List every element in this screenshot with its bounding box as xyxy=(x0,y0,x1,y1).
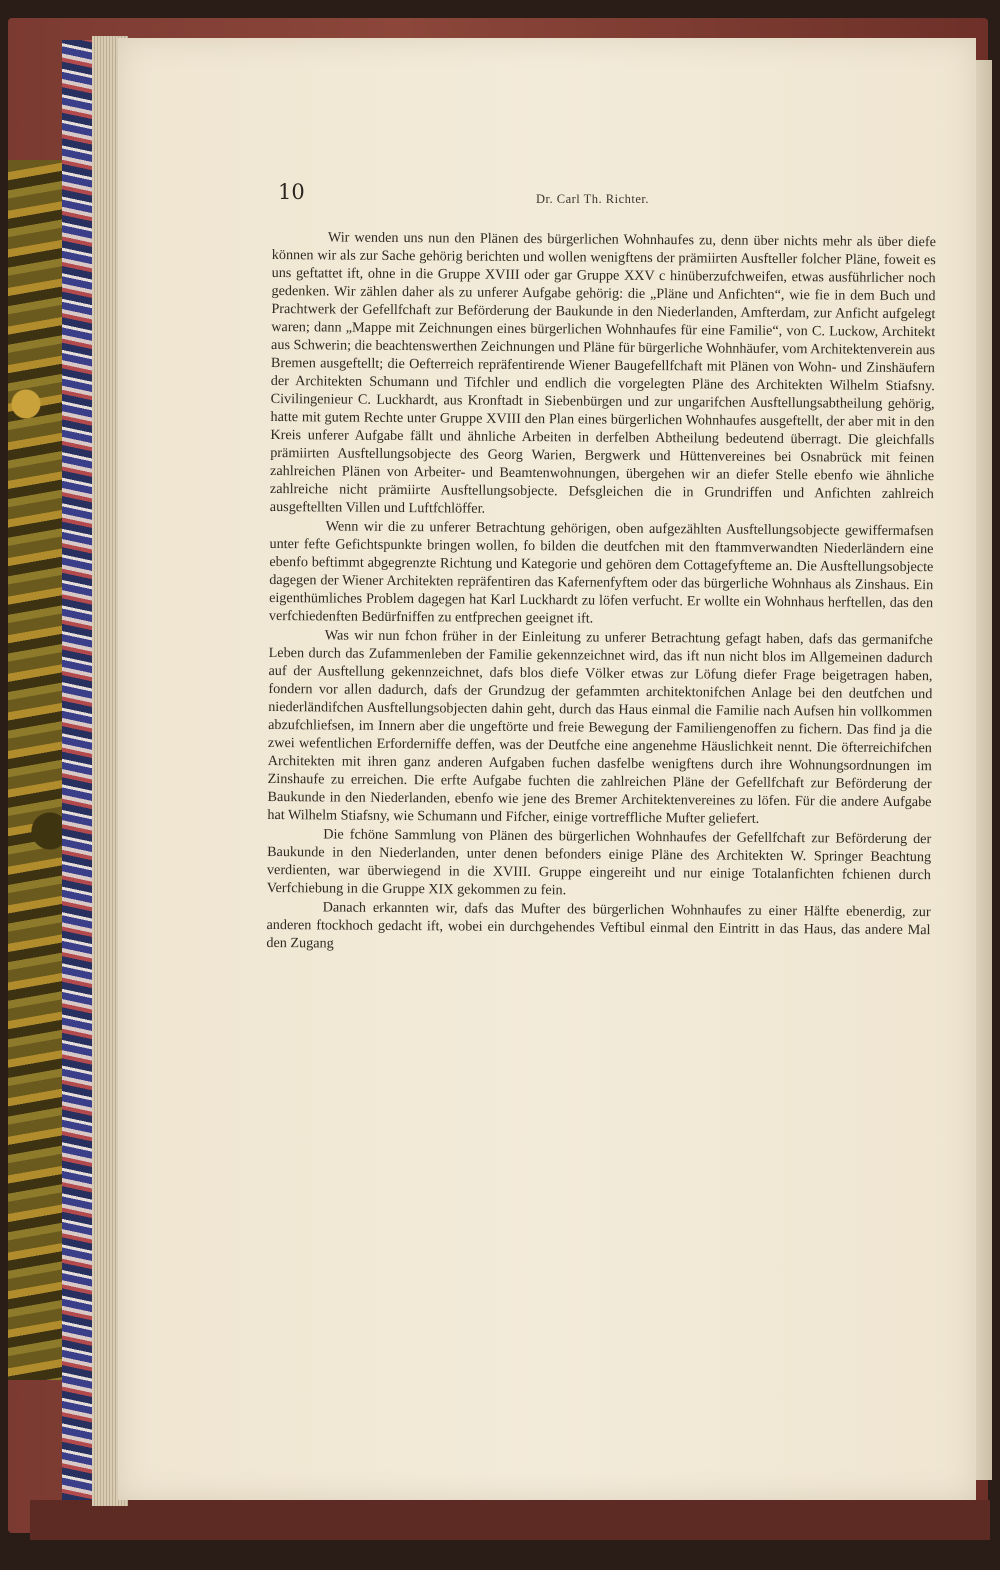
paragraph: Danach erkannten wir, dafs das Mufter des bürgerlichen Wohnhaufes zu einer Hälfte ebenerdig, zur anderen ftockhoch gedacht ift, wobei ein durchgehendes Veftibul einmal den Eintritt in das Haus, das andere Mal den Zugang xyxy=(266,899,931,952)
body-text xyxy=(266,228,936,958)
page-number: 10 xyxy=(278,180,305,204)
paragraph: Wenn wir die zu unferer Betrachtung gehörigen, oben aufgezählten Ausftellungsobjecte gewiffermafsen unter fefte Gefichtspunkte bringen wollen, fo bilden die deutfchen mit den ftammverwandten Niederländern eine ebenfo beftimmt abgegrenzte Richtung und Kategorie und gehören dem Cottagefyfteme an. Die Ausftellungsobjecte dagegen der Wiener Architekten repräfentiren das Kafernenfyftem oder das bürgerliche Wohnhaus als Zinshaus. Ein eigenthümliches Problem dagegen hat Karl Luckhardt zu löfen verfucht. Er wollte ein Wohnhaus herftellen, das den verfchiedenften Bedürfniffen zu entfprechen geeignet ift. xyxy=(268,518,934,627)
paragraph: Die fchöne Sammlung von Plänen des bürgerlichen Wohnhaufes der Gefellfchaft zur Beförderung der Baukunde in den Niederlanden, unter denen befonders einige Pläne des Architekten W. Springer Beachtung verdienten, war überwiegend in die XVIII. Gruppe eingereiht und nur einige Totalanfichten fchienen durch Verfchiebung in die Gruppe XIX gekommen zu fein. xyxy=(266,826,932,899)
book-cover-bottom-edge xyxy=(30,1500,990,1540)
paragraph: Was wir nun fchon früher in der Einleitung zu unferer Betrachtung gefagt haben, dafs das germanifche Leben durch das Zufammenleben der Familie gekennzeichnet wird, das ift nun nicht blos im Allgemeinen dadurch auf der Ausftellung gekennzeichnet, dafs blos diefe Völker etwas zur Löfung diefer Frage beigetragen haben, fondern vor allen dadurch, dafs der Grundzug der gefammten architektonifchen Anlage bei den deutfchen und niederländifchen Ausftellungsobjecten dahin geht, durch das Haus einmal die Familie nach Aufsen hin vollkommen abzufchliefsen, im Innern aber die ungeftörte und freie Bewegung der Familiengenoffen zu fichern. Das find ja die zwei wefentlichen Erforderniffe deffen, was der Deutfche eine angenehme Häuslichkeit nennt. Die öfterreichifchen Architekten mit ihren ganz anderen Aufgaben fuchen dasfelbe wenigftens durch ihre Wohnungsordnungen im Zinshaufe zu erreichen. Die erfte Aufgabe fuchten die zahlreichen Pläne der Gefellfchaft zur Beförderung der Baukunde in den Niederlanden, ebenfo wie jene des Bremer Architektenvereines zu löfen. Für die andere Aufgabe hat Wilhelm Stiafsny, wie Schumann und Fifcher, einige vortreffliche Mufter geliefert. xyxy=(267,627,933,827)
paragraph: Wir wenden uns nun den Plänen des bürgerlichen Wohnhaufes zu, denn über nichts mehr als über diefe können wir als zur Sache gehörig berichten und wollen wenigftens der prämiirten Ausfteller folcher Pläne, foweit es uns geftattet ift, ohne in die Gruppe XVIII oder gar Gruppe XXV c hinüberzufchweifen, etwas ausführlicher noch gedenken. Wir zählen daher als zu unferer Aufgabe gehörig: die „Pläne und Anfichten“, wie fie in dem Buch und Prachtwerk der Gefellfchaft zur Beförderung der Baukunde in den Niederlanden, Amfterdam, zur Anficht aufgelegt waren; dann „Mappe mit Zeichnungen eines bürgerlichen Wohnhaufes für eine Familie“, von C. Luckow, Architekt aus Schwerin; die beachtenswerthen Zeichnungen und Pläne für bürgerliche Wohnhäufer, vom Architektenverein aus Bremen ausgeftellt; die Oefterreich repräfentirende Wiener Baugefellfchaft mit Plänen von Wohn- und Zinshäufern der Architekten Schumann und Tifchler und endlich die vorgelegten Pläne des Architekten Wilhelm Stiafsny. Civilingenieur C. Luckhardt, aus Kronftadt in Siebenbürgen und zur ungarifchen Ausftellungsabtheilung gehörig, hatte mit gutem Rechte unter Gruppe XVIII den Plan eines bürgerlichen Wohnhaufes ausgeftellt, der aber mit in den Kreis unferer Aufgabe fällt und ähnliche Arbeiten in derfelben Abtheilung bedeutend überragt. Die gleichfalls prämiirten Ausftellungsobjecte des Georg Warien, Bergwerk und Hüttenvereines bei Osnabrück mit feinen zahlreichen Plänen von Arbeiter- und Beamtenwohnungen, übergehen wir an diefer Stelle ebenfo wie ähnliche zahlreiche nicht prämiirte Ausftellungsobjecte. Defsgleichen die in Grundriffen und Anfichten zahlreich ausgeftellten Villen und Luftfchlöffer. xyxy=(269,229,936,517)
running-head: Dr. Carl Th. Richter. xyxy=(536,192,650,206)
marbled-endpaper-left xyxy=(8,160,68,1380)
